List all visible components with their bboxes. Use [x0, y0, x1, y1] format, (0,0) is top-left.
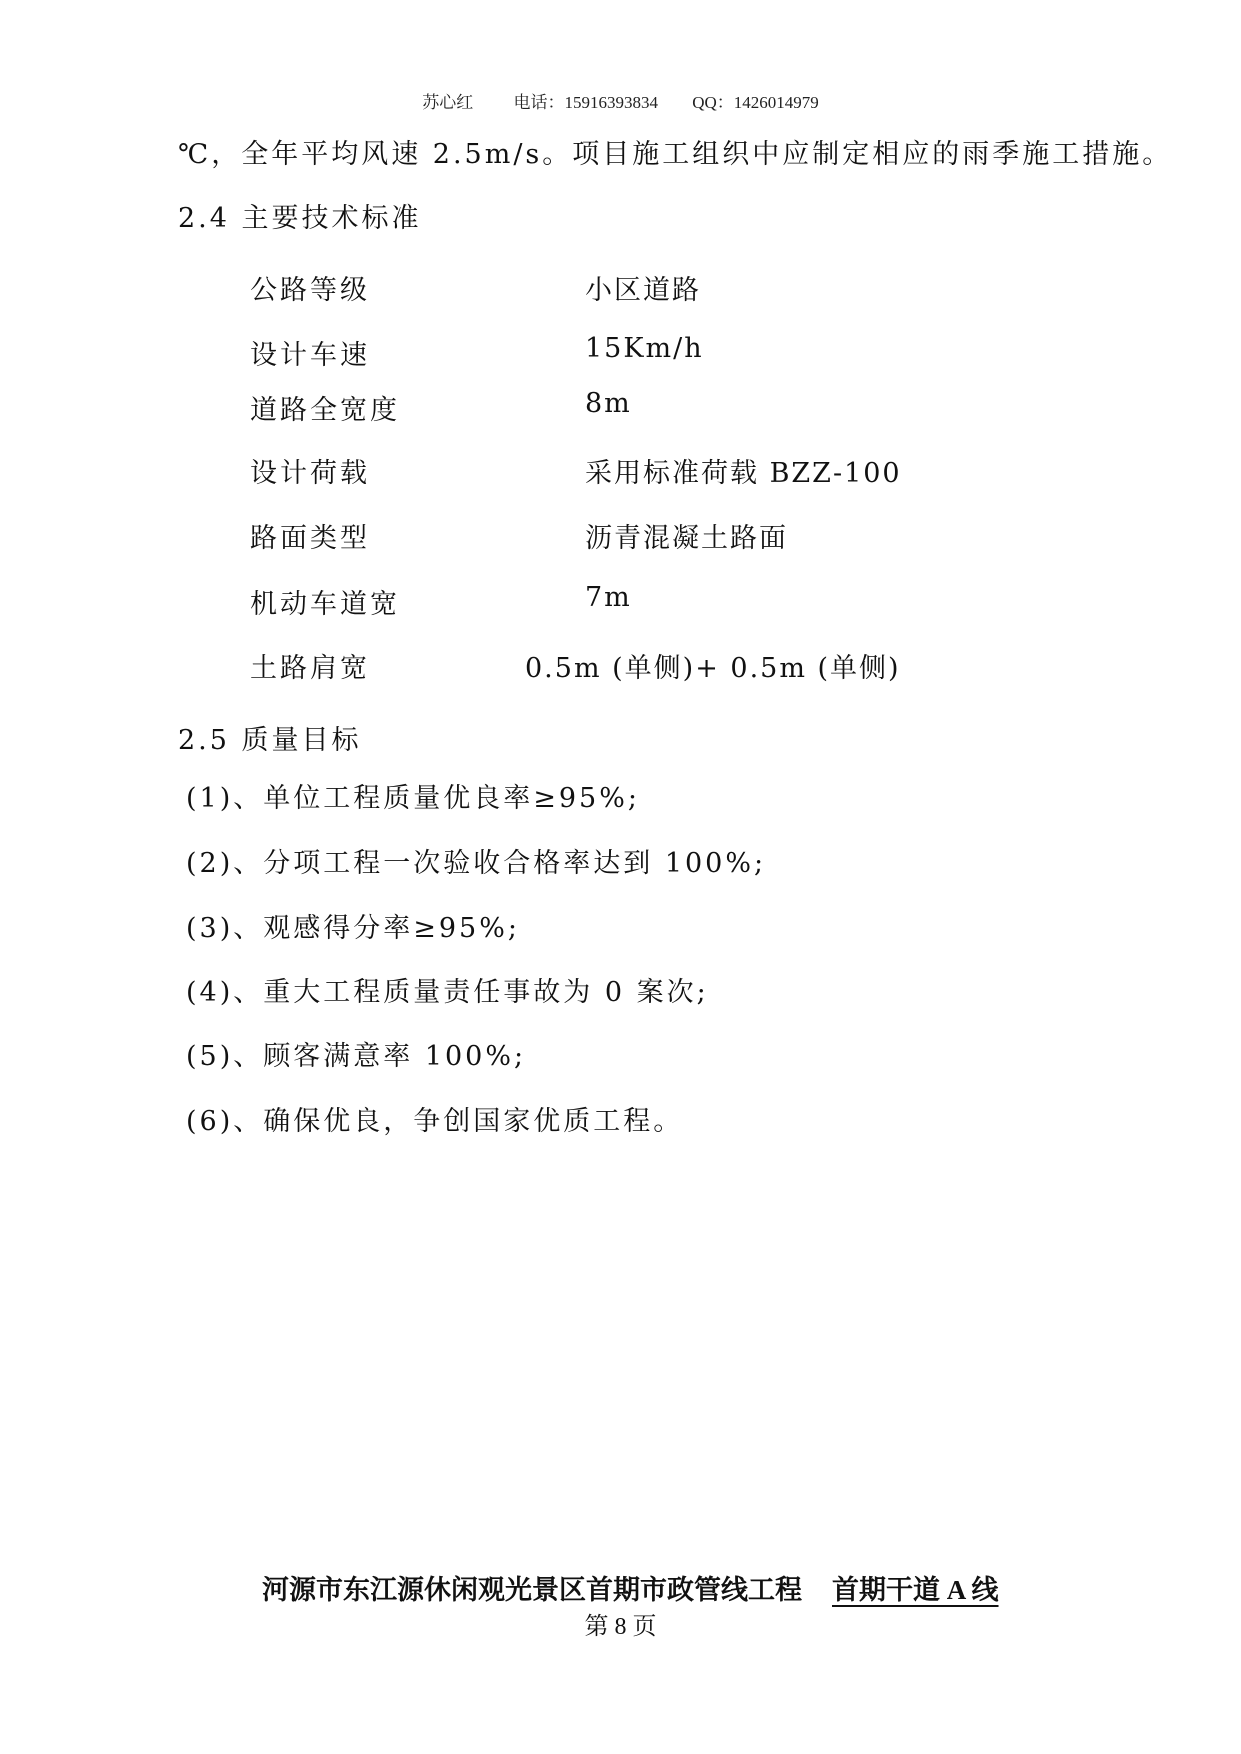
spec-label-pavement-type: 路面类型: [250, 523, 370, 554]
list-item: (4)、重大工程质量责任事故为 0 案次;: [186, 977, 709, 1008]
list-item: (5)、顾客满意率 100%;: [186, 1041, 527, 1072]
spec-value-design-speed: 15Km/h: [585, 333, 704, 364]
spec-value-road-grade: 小区道路: [585, 275, 701, 306]
spec-label-road-width: 道路全宽度: [250, 395, 400, 426]
spec-value-design-load: 采用标准荷载 BZZ-100: [585, 458, 902, 489]
contact-name: 苏心红: [422, 93, 474, 112]
page-header: [0, 88, 1241, 113]
list-item: (6)、确保优良，争创国家优质工程。: [186, 1106, 684, 1137]
spec-label-road-grade: 公路等级: [250, 275, 370, 306]
section-2-5-heading: 2.5 质量目标: [178, 725, 362, 756]
list-item: (3)、观感得分率≥95%;: [186, 913, 520, 944]
spec-value-lane-width: 7m: [585, 582, 632, 613]
contact-qq: QQ：1426014979: [692, 93, 819, 112]
spec-label-lane-width: 机动车道宽: [250, 589, 400, 620]
footer-project-title: [262, 1568, 1029, 1607]
section-2-4-heading: 2.4 主要技术标准: [178, 203, 422, 234]
page-number: 第 8 页: [584, 1614, 657, 1640]
spec-label-design-speed: 设计车速: [250, 340, 370, 371]
spec-value-road-width: 8m: [585, 388, 632, 419]
spec-value-pavement-type: 沥青混凝土路面: [585, 523, 788, 554]
contact-phone: 电话：15916393834: [513, 93, 658, 112]
spec-value-shoulder-width: 0.5m (单侧)+ 0.5m (单侧): [525, 653, 901, 684]
list-item: (2)、分项工程一次验收合格率达到 100%;: [186, 848, 767, 879]
footer-section-name: 首期干道 A 线: [832, 1575, 999, 1605]
footer-project-name: 河源市东江源休闲观光景区首期市政管线工程: [262, 1575, 802, 1605]
spec-label-design-load: 设计荷载: [250, 458, 370, 489]
continuation-text: ℃，全年平均风速 2.5m/s。项目施工组织中应制定相应的雨季施工措施。: [178, 139, 1173, 170]
list-item: (1)、单位工程质量优良率≥95%;: [186, 783, 640, 814]
spec-label-shoulder-width: 土路肩宽: [250, 653, 370, 684]
